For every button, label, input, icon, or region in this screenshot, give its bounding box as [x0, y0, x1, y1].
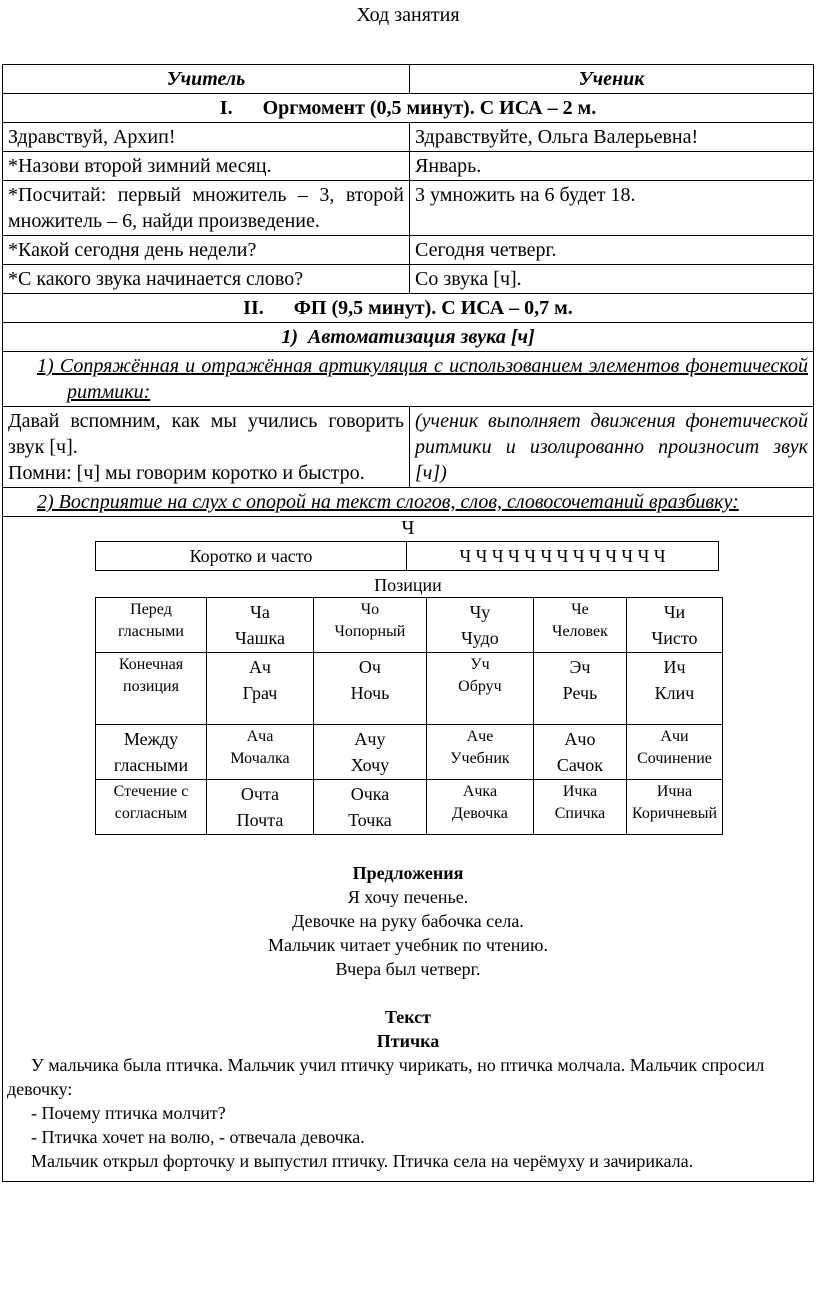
position-label: Стечение с согласным — [96, 780, 207, 835]
position-cell: Чи Чисто — [626, 598, 722, 653]
section-fp: II. ФП (9,5 минут). С ИСА – 0,7 м. — [3, 294, 814, 323]
position-cell: Ачи Сочинение — [626, 725, 722, 780]
sentences-title: Предложения — [352, 863, 464, 883]
articulation-row — [3, 407, 814, 488]
teacher-header: Учитель — [3, 65, 410, 94]
student-line: Здравствуйте, Ольга Валерьевна! — [410, 123, 814, 152]
teacher-line: *С какого звука начинается слово? — [3, 265, 410, 294]
text-name: Птичка — [376, 1031, 440, 1051]
position-cell: Ич Клич — [626, 653, 722, 725]
position-cell: Ачо Сачок — [533, 725, 626, 780]
student-line: Сегодня четверг. — [410, 236, 814, 265]
student-line: 3 умножить на 6 будет 18. — [410, 181, 814, 236]
student-line: Январь. — [410, 152, 814, 181]
positions-table — [95, 597, 723, 835]
position-cell: Очка Точка — [313, 780, 426, 835]
teacher-line: *Назови второй зимний месяц. — [3, 152, 410, 181]
sentence: Вчера был четверг. — [335, 959, 481, 979]
teacher-line: *Какой сегодня день недели? — [3, 236, 410, 265]
text-title: Текст — [384, 1007, 432, 1027]
position-label: Конечная позиция — [96, 653, 207, 725]
short-label: Коротко и часто — [96, 542, 407, 571]
dialog-row — [3, 181, 814, 236]
position-cell: Ачу Хочу — [313, 725, 426, 780]
teacher-instructions — [3, 407, 410, 488]
section-orgmoment: I. Оргмомент (0,5 минут). С ИСА – 2 м. — [3, 94, 814, 123]
text-paragraph: Мальчик открыл форточку и выпустил птичку. Птичка села на черёмуху и зачирикала. — [31, 1151, 694, 1171]
header-row — [3, 65, 814, 94]
item-articulation: 1) Сопряжённая и отражённая артикуляция с использованием элементов фонетической ритмики: — [3, 352, 814, 407]
position-cell: Уч Обруч — [426, 653, 533, 725]
teacher-line: Давай вспомним, как мы учились говорить звук [ч]. — [8, 410, 404, 458]
position-cell: Очта Почта — [206, 780, 313, 835]
sentence: Девочке на руку бабочка села. — [292, 911, 524, 931]
position-cell: Эч Речь — [533, 653, 626, 725]
dialog-row — [3, 123, 814, 152]
position-cell: Ач Грач — [206, 653, 313, 725]
teacher-line: Помни: [ч] мы говорим коротко и быстро. — [8, 462, 365, 484]
short-value: Ч Ч Ч Ч Ч Ч Ч Ч Ч Ч Ч Ч Ч — [407, 542, 719, 571]
positions-title: Позиции — [374, 575, 442, 595]
sentence: Я хочу печенье. — [347, 887, 469, 907]
position-cell: Чо Чопорный — [313, 598, 426, 653]
dialog-row — [3, 265, 814, 294]
position-cell: Аче Учебник — [426, 725, 533, 780]
position-cell: Че Человек — [533, 598, 626, 653]
short-table — [95, 541, 719, 571]
position-label: Перед гласными — [96, 598, 207, 653]
position-cell: Ача Мочалка — [206, 725, 313, 780]
teacher-line: Здравствуй, Архип! — [3, 123, 410, 152]
text-paragraph: - Почему птичка молчит? — [31, 1103, 226, 1123]
exercise-cell — [3, 517, 814, 1182]
position-cell: Оч Ночь — [313, 653, 426, 725]
subsection-automation: 1) Автоматизация звука [ч] — [3, 323, 814, 352]
dialog-row — [3, 236, 814, 265]
dialog-row — [3, 152, 814, 181]
position-cell: Чу Чудо — [426, 598, 533, 653]
position-cell: Ча Чашка — [206, 598, 313, 653]
position-cell: Ична Коричневый — [626, 780, 722, 835]
student-line: Со звука [ч]. — [410, 265, 814, 294]
student-action: (ученик выполняет движения фонетической ритмики и изолированно произносит звук [ч]) — [410, 407, 814, 488]
lesson-table — [2, 64, 814, 1182]
text-paragraph: У мальчика была птичка. Мальчик учил птичку чирикать, но птичка молчала. Мальчик спросил девочку: — [7, 1055, 765, 1099]
student-header: Ученик — [410, 65, 814, 94]
position-label: Между гласными — [96, 725, 207, 780]
position-cell: Ичка Спичка — [533, 780, 626, 835]
teacher-line: *Посчитай: первый множитель – 3, второй множитель – 6, найди произведение. — [3, 181, 410, 236]
sentence: Мальчик читает учебник по чтению. — [268, 935, 548, 955]
document-title: Ход занятия — [356, 4, 460, 26]
sound-label: Ч — [401, 517, 415, 539]
item-perception: 2) Восприятие на слух с опорой на текст слогов, слов, словосочетаний вразбивку: — [3, 488, 814, 517]
text-paragraph: - Птичка хочет на волю, - отвечала девочка. — [31, 1127, 365, 1147]
position-cell: Ачка Девочка — [426, 780, 533, 835]
